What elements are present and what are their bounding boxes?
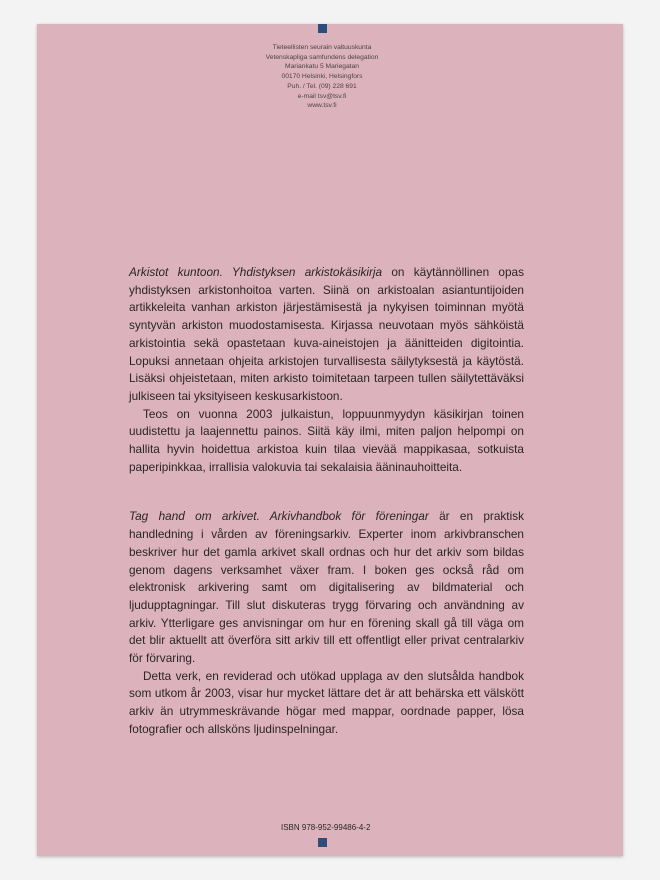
publisher-info [220, 43, 424, 111]
finnish-paragraph-1 [129, 264, 524, 406]
publisher-line: e-mail tsv@tsv.fi [297, 92, 347, 100]
publisher-line: Tieteellisten seurain valtuuskunta [272, 44, 372, 51]
publisher-line: Mariankatu 5 Mariegatan [285, 63, 359, 71]
swedish-paragraph-2: Detta verk, en reviderad och utökad upplaga av den slutsålda handbok som utkom år 2003, visar hur mycket lättare det är att behärska ett välskött arkiv än utrymmeskrävande högar med mappar, oordnade papper, lösa fotografier och allsköns ljudinspelningar. [129, 668, 524, 736]
swedish-paragraph-1-text: är en praktisk handledning i vården av föreningsarkiv. Experter inom arkivbranschen beskriver hur det gamla arkivet skall ordnas och hur det arkiv som bildas genom dagens verksamhet växer fram. I boken ges också råd om elektronisk arkivering samt om digitalisering av bildmaterial och ljudupptagningar. Till slut diskuteras trygg förvaring och användning av arkiv. Ytterligare ges anvisningar om hur en förening skall gå till väga om det blir aktuellt att överföra sitt arkiv till ett offentligt eller privat centralarkiv för förvaring. [129, 509, 524, 666]
isbn-number: ISBN 978-952-99486-4-2 [281, 823, 371, 832]
top-accent-square [318, 24, 327, 33]
swedish-paragraph-1 [129, 508, 524, 667]
publisher-line: Puh. / Tel. (09) 228 691 [287, 82, 357, 90]
finnish-paragraph-1-text: on käytännöllinen opas yhdistyksen arkistonhoitoa varten. Siinä on arkistoalan asiantuntijoiden artikkeleita vanhan arkiston järjestämisestä ja nykyisen toiminnan myötä syntyvän arkiston muodostamisesta. Kirjassa neuvotaan myös sähköistä arkistointia sekä opastetaan kuva-aineistojen ja äänitteiden digitointia. Lopuksi annetaan ohjeita arkistojen turvallisesta säilytyksestä ja käytöstä. Lisäksi ohjeistetaan, miten arkisto toimitetaan tarpeen tullen säilytettäväksi julkiseen tai yksityiseen keskusarkistoon. [129, 265, 524, 403]
description-text [129, 264, 524, 739]
swedish-book-title: Tag hand om arkivet. Arkivhandbok för föreningar [129, 509, 429, 524]
finnish-book-title: Arkistot kuntoon. Yhdistyksen arkistokäsikirja [129, 265, 383, 279]
publisher-line: www.tsv.fi [307, 102, 337, 110]
bottom-accent-square [318, 838, 327, 847]
publisher-line: Vetenskapliga samfundens delegation [265, 53, 379, 61]
finnish-paragraph-2: Teos on vuonna 2003 julkaistun, loppuunmyydyn käsikirjan toinen uudistettu ja laajennettu painos. Siitä käy ilmi, miten paljon helpompi on hallita hyvin hoidettua arkistoa kuin tilaa vievää mappikasaa, sotkuista paperipinkkaa, irrallisia valokuvia tai sekalaisia ääninauhoitteita. [129, 406, 524, 474]
publisher-line: 00170 Helsinki, Helsingfors [281, 73, 363, 81]
